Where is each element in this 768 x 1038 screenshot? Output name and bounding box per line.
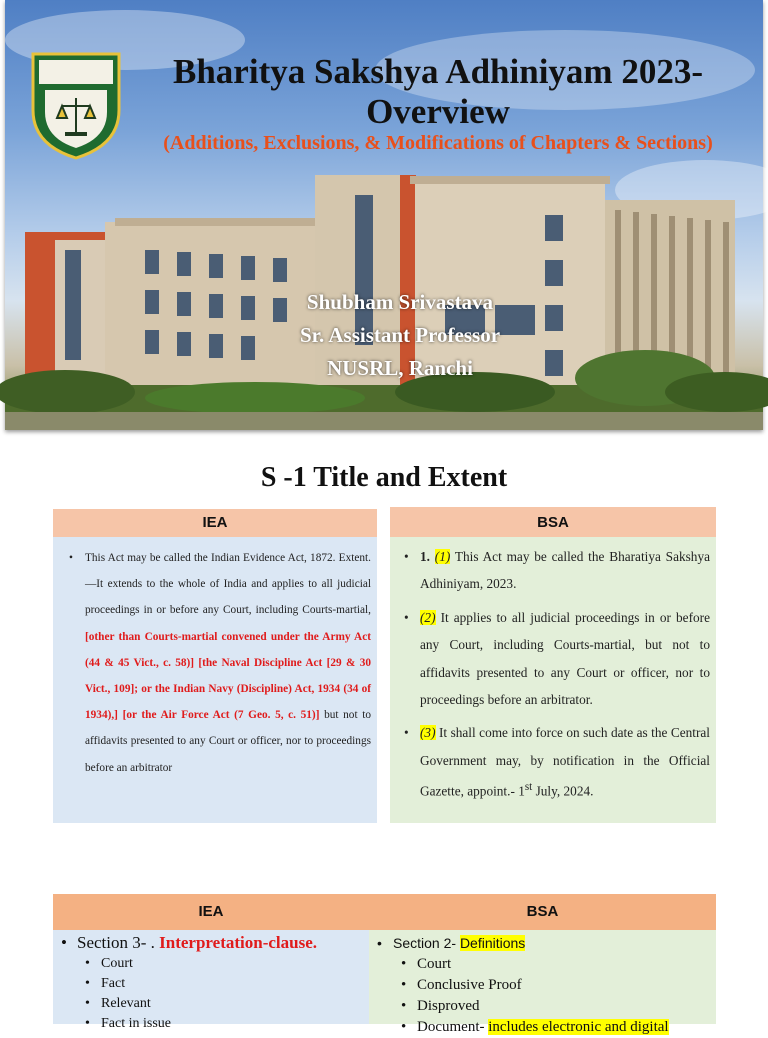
bsa-section-2-heading: Definitions (459, 935, 526, 951)
iea-extent: —It extends to the whole of India and applies to all judicial proceedings in or before any Court, including Courts-martial, (85, 578, 371, 617)
bsa-definitions-header: BSA (369, 894, 716, 930)
bsa-sub-2: (2) (420, 609, 436, 625)
iea-excluded-text: [other than Courts-martial convened under the Army Act (44 & 45 Vict., c. 58)] [the Naval Discipline Act [29 & 30 Vict., 109]; or the Indian Navy (Discipline) Act, 1934 (34 of 1934),] [or the Air Force Act (7 Geo. 5, c. 51)] (85, 630, 371, 722)
list-item-document (377, 1017, 716, 1038)
section-1-title: S -1 Title and Extent (260, 462, 508, 493)
iea-definitions-header: IEA (53, 894, 369, 930)
list-item: • Relevant (61, 994, 369, 1014)
list-item: • Fact (61, 974, 369, 994)
iea-intro: This Act may be called the Indian Evidence Act, 1872. Extent. (85, 552, 371, 564)
bsa-text-1: This Act may be called the Bharatiya Sakshya Adhiniyam, 2023. (420, 549, 710, 592)
bsa-section-2-prefix: Section 2- (393, 935, 460, 951)
title-slide (5, 0, 763, 430)
list-item: • Court (377, 954, 716, 975)
list-item: • Conclusive Proof (377, 975, 716, 996)
iea-section-3 (61, 932, 369, 954)
document-highlight: includes electronic and digital (488, 1019, 669, 1035)
iea-section-text (53, 537, 377, 823)
bsa-section-number: 1. (420, 549, 430, 564)
bsa-text-3-sup: st (524, 781, 533, 794)
slide-subtitle: (Additions, Exclusions, & Modifications of Chapters & Sections) (163, 132, 713, 154)
iea-bullet (69, 545, 371, 781)
bsa-text-3-end: July, 2024. (532, 783, 594, 799)
bsa-bullet-2 (404, 604, 710, 714)
bsa-column-header: BSA (390, 507, 716, 537)
author-designation: Sr. Assistant Professor (299, 323, 501, 347)
iea-section-3-prefix: Section 3- . (77, 933, 160, 952)
bsa-bullet-1 (404, 543, 710, 598)
author-name: Shubham Srivastava (306, 290, 494, 314)
bsa-section-2 (377, 932, 716, 954)
bsa-definitions-list (369, 930, 716, 1035)
document-prefix: Document- (417, 1019, 489, 1035)
bsa-bullet-3 (404, 719, 710, 805)
author-block (235, 286, 565, 385)
iea-section-3-heading: Interpretation-clause. (159, 933, 318, 952)
list-item: • Court (61, 954, 369, 974)
list-item: • Disproved (377, 996, 716, 1017)
author-institution: NUSRL, Ranchi (327, 356, 473, 380)
university-crest-icon (29, 50, 123, 160)
iea-definitions-list (53, 930, 369, 1031)
list-item: • Fact in issue (61, 1014, 369, 1034)
iea-column-header: IEA (53, 509, 377, 537)
bsa-section-text (390, 537, 716, 823)
bsa-sub-1: (1) (434, 549, 451, 564)
iea-end-text: but not to affidavits presented to any Court or officer, nor to proceedings before an arbitrator (85, 709, 371, 774)
slide-title: Bharitya Sakshya Adhiniyam 2023-Overview (173, 52, 703, 131)
bsa-sub-3: (3) (420, 725, 436, 741)
bsa-text-2: It applies to all judicial proceedings in or before any Court, including Courts-martial, but not to affidavits presented to any Court or officer, nor to proceedings before an arbitrator. (420, 609, 710, 708)
bsa-text-3: It shall come into force on such date as the Central Government may, by notification in the Official Gazette, appoint.- 1 (420, 725, 710, 799)
